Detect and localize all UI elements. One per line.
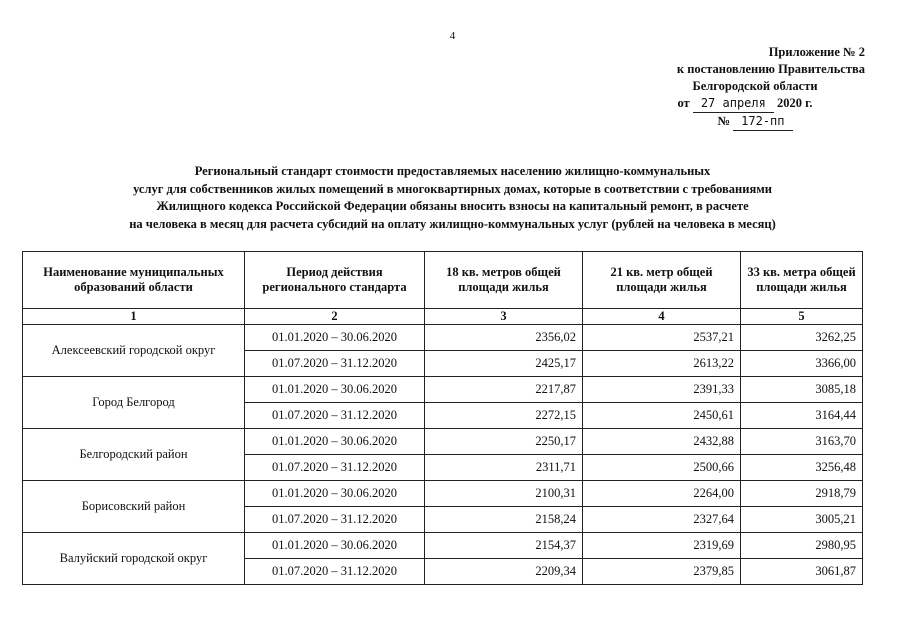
appendix-region: Белгородской области	[692, 79, 818, 93]
value-33-cell: 3256,48	[741, 455, 863, 481]
period-cell: 01.01.2020 – 30.06.2020	[245, 481, 425, 507]
value-18-cell: 2158,24	[425, 507, 583, 533]
value-21-cell: 2391,33	[583, 377, 741, 403]
value-18-cell: 2217,87	[425, 377, 583, 403]
value-18-cell: 2425,17	[425, 351, 583, 377]
column-number: 1	[23, 309, 245, 325]
table-row	[23, 481, 863, 507]
value-21-cell: 2613,22	[583, 351, 741, 377]
value-21-cell: 2500,66	[583, 455, 741, 481]
period-cell: 01.01.2020 – 30.06.2020	[245, 325, 425, 351]
value-21-cell: 2379,85	[583, 559, 741, 585]
value-21-cell: 2432,88	[583, 429, 741, 455]
number-value: 172-пп	[733, 113, 792, 131]
value-21-cell: 2450,61	[583, 403, 741, 429]
standards-table	[22, 251, 863, 585]
column-number: 5	[741, 309, 863, 325]
appendix-number	[605, 113, 865, 131]
value-33-cell: 3262,25	[741, 325, 863, 351]
value-21-cell: 2537,21	[583, 325, 741, 351]
value-18-cell: 2154,37	[425, 533, 583, 559]
municipality-cell: Город Белгород	[23, 377, 245, 429]
header-municipality: Наименование муниципальных образований области	[23, 252, 245, 309]
header-21sqm: 21 кв. метр общей площади жилья	[583, 252, 741, 309]
column-number-row	[23, 309, 863, 325]
period-cell: 01.07.2020 – 31.12.2020	[245, 351, 425, 377]
municipality-cell: Белгородский район	[23, 429, 245, 481]
value-33-cell: 3061,87	[741, 559, 863, 585]
column-number: 4	[583, 309, 741, 325]
value-18-cell: 2272,15	[425, 403, 583, 429]
value-21-cell: 2327,64	[583, 507, 741, 533]
value-33-cell: 3163,70	[741, 429, 863, 455]
value-33-cell: 3005,21	[741, 507, 863, 533]
date-suffix: 2020 г.	[776, 96, 813, 110]
municipality-cell: Валуйский городской округ	[23, 533, 245, 585]
header-33sqm: 33 кв. метра общей площади жилья	[741, 252, 863, 309]
number-prefix: №	[717, 114, 731, 128]
header-period: Период действия регионального стандарта	[245, 252, 425, 309]
table-row	[23, 533, 863, 559]
value-18-cell: 2311,71	[425, 455, 583, 481]
title-line: на человека в месяц для расчета субсидий на оплату жилищно-коммунальных услуг (рублей на человека в месяц)	[129, 216, 776, 231]
value-18-cell: 2250,17	[425, 429, 583, 455]
title-line: услуг для собственников жилых помещений в многоквартирных домах, которые в соответствии с требованиями	[133, 181, 772, 196]
appendix-title: Приложение № 2	[768, 45, 865, 59]
title-line: Жилищного кодекса Российской Федерации обязаны вносить взносы на капитальный ремонт, в расчете	[156, 199, 749, 213]
appendix-date	[605, 95, 865, 113]
header-18sqm: 18 кв. метров общей площади жилья	[425, 252, 583, 309]
value-18-cell: 2209,34	[425, 559, 583, 585]
value-21-cell: 2264,00	[583, 481, 741, 507]
table-row	[23, 325, 863, 351]
document-title	[40, 163, 865, 233]
date-value: 27 апреля	[693, 95, 774, 113]
column-number: 2	[245, 309, 425, 325]
value-33-cell: 2980,95	[741, 533, 863, 559]
period-cell: 01.07.2020 – 31.12.2020	[245, 559, 425, 585]
period-cell: 01.07.2020 – 31.12.2020	[245, 507, 425, 533]
period-cell: 01.01.2020 – 30.06.2020	[245, 429, 425, 455]
date-prefix: от	[677, 96, 690, 110]
value-18-cell: 2356,02	[425, 325, 583, 351]
appendix-resolution: к постановлению Правительства	[676, 62, 865, 76]
municipality-cell: Алексеевский городской округ	[23, 325, 245, 377]
period-cell: 01.07.2020 – 31.12.2020	[245, 455, 425, 481]
value-18-cell: 2100,31	[425, 481, 583, 507]
table-header-row	[23, 252, 863, 309]
period-cell: 01.07.2020 – 31.12.2020	[245, 403, 425, 429]
value-33-cell: 3085,18	[741, 377, 863, 403]
value-33-cell: 2918,79	[741, 481, 863, 507]
table-row	[23, 377, 863, 403]
column-number: 3	[425, 309, 583, 325]
municipality-cell: Борисовский район	[23, 481, 245, 533]
table-row	[23, 429, 863, 455]
value-21-cell: 2319,69	[583, 533, 741, 559]
period-cell: 01.01.2020 – 30.06.2020	[245, 533, 425, 559]
appendix-header	[605, 44, 865, 131]
period-cell: 01.01.2020 – 30.06.2020	[245, 377, 425, 403]
page-number: 4	[449, 30, 456, 42]
value-33-cell: 3366,00	[741, 351, 863, 377]
title-line: Региональный стандарт стоимости предоставляемых населению жилищно-коммунальных	[194, 164, 711, 178]
value-33-cell: 3164,44	[741, 403, 863, 429]
